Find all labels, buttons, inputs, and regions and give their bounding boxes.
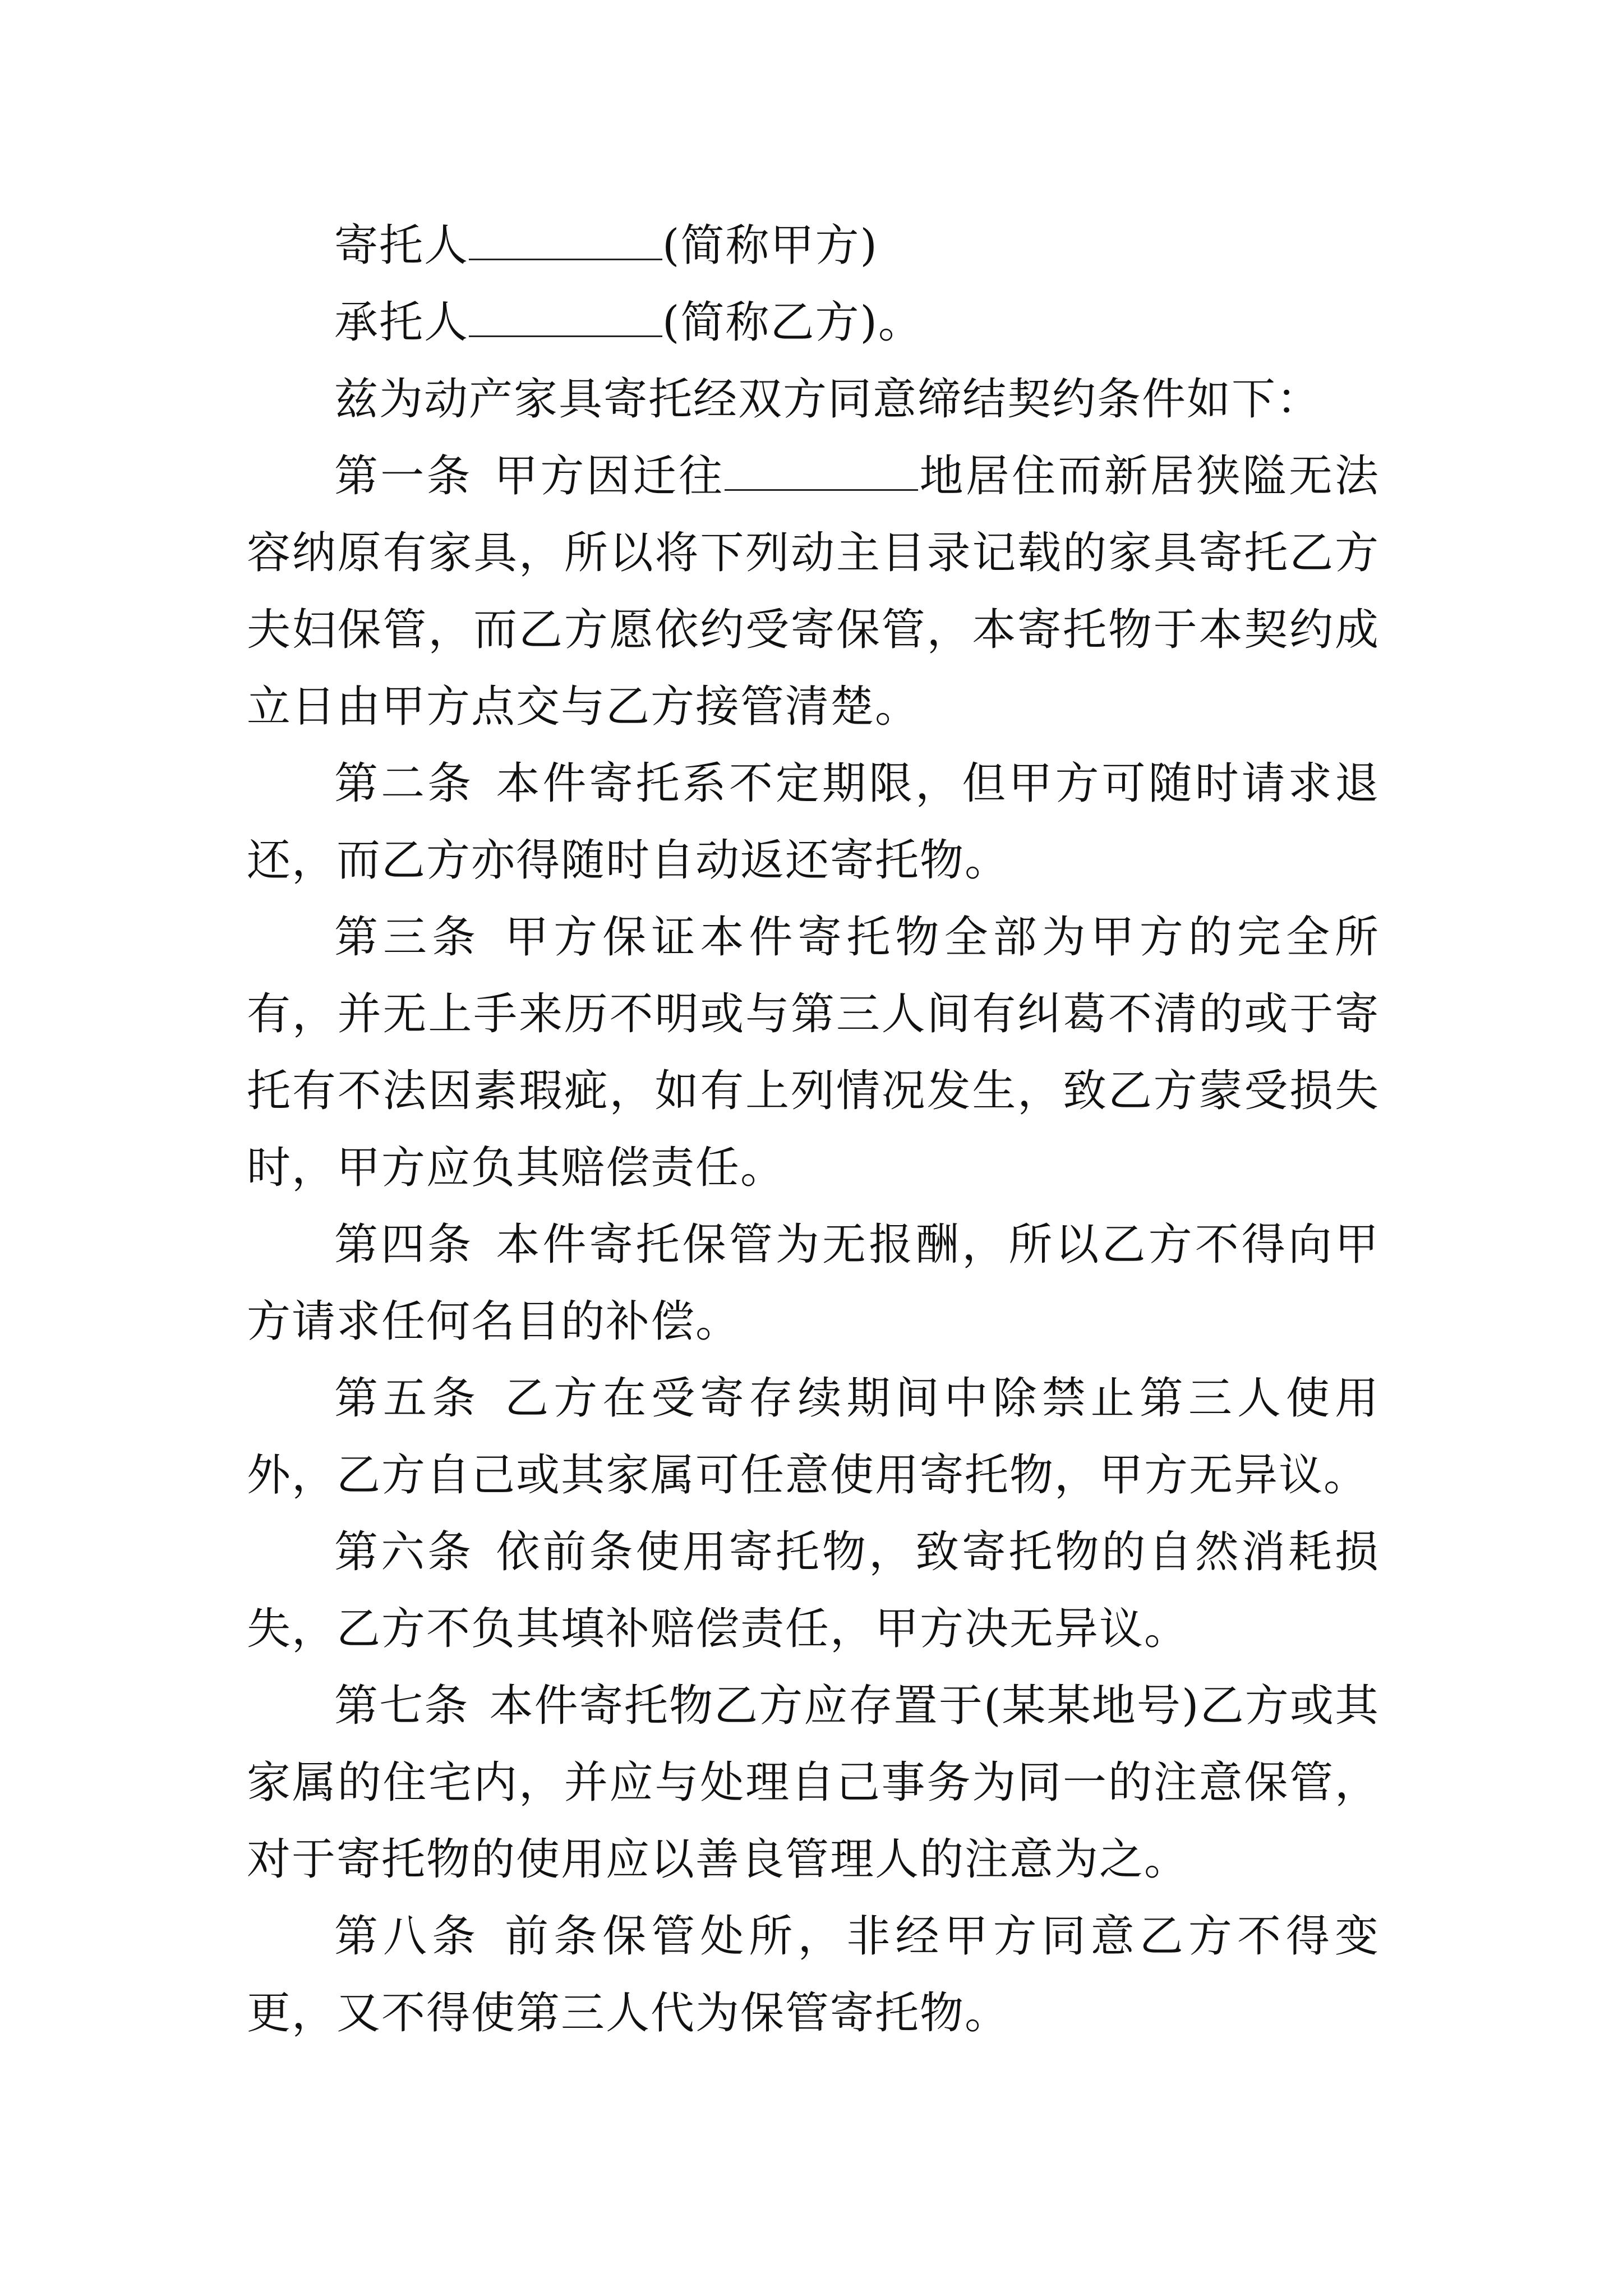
article-number: 第七条 [334,1681,469,1731]
article-text: 本件寄托系不定期限，但甲方可随时请求退还，而乙方亦得随时自动返还寄托物。 [247,758,1380,886]
consignee-suffix: (简称乙方)。 [662,297,923,348]
consignor-line [247,208,1380,284]
article-text-before-blank: 甲方因迁往 [492,451,725,501]
article-number: 第六条 [334,1527,474,1577]
article-number: 第五条 [334,1373,481,1424]
article-6 [247,1514,1380,1668]
consignee-name-blank [469,296,662,337]
article-8 [247,1898,1380,2052]
article-text: 甲方保证本件寄托物全部为甲方的完全所有，并无上手来历不明或与第三人间有纠葛不清的或于寄托有不法因素瑕疵，如有上列情况发生，致乙方蒙受损失时，甲方应负其赔偿责任。 [247,912,1380,1193]
consignor-name-blank [469,219,662,260]
consignee-line [247,284,1380,361]
article-4 [247,1207,1380,1360]
article-text: 前条保管处所，非经甲方同意乙方不得变更，又不得使第三人代为保管寄托物。 [247,1911,1380,2039]
article-text: 本件寄托物乙方应存置于(某某地号)乙方或其家属的住宅内，并应与处理自己事务为同一的注意保管，对于寄托物的使用应以善良管理人的注意为之。 [247,1681,1380,1885]
article-text: 本件寄托保管为无报酬，所以乙方不得向甲方请求任何名目的补偿。 [247,1220,1380,1347]
intro-paragraph: 兹为动产家具寄托经双方同意缔结契约条件如下： [334,374,1322,425]
article-text: 乙方在受寄存续期间中除禁止第三人使用外，乙方自己或其家属可任意使用寄托物，甲方无异议。 [247,1373,1380,1501]
article-5 [247,1360,1380,1514]
article-7 [247,1668,1380,1898]
article-3 [247,899,1380,1207]
article-number: 第八条 [334,1911,481,1962]
article-1 [247,438,1380,746]
article-2 [247,746,1380,899]
article-number: 第三条 [334,912,481,963]
consignor-label: 寄托人 [334,220,469,271]
article-number: 第二条 [334,758,474,809]
article-text-after-blank: 地居住而新居狭隘无法容纳原有家具，所以将下列动主目录记载的家具寄托乙方夫妇保管，而乙方愿依约受寄保管，本寄托物于本契约成立日由甲方点交与乙方接管清楚。 [247,451,1380,732]
article-number: 第一条 [334,451,473,501]
consignor-suffix: (简称甲方) [662,220,878,271]
article-text: 依前条使用寄托物，致寄托物的自然消耗损失，乙方不负其填补赔偿责任，甲方决无异议。 [247,1527,1380,1654]
contract-body [247,208,1380,2052]
article-number: 第四条 [334,1220,474,1270]
consignee-label: 承托人 [334,297,469,348]
destination-blank [725,450,918,491]
